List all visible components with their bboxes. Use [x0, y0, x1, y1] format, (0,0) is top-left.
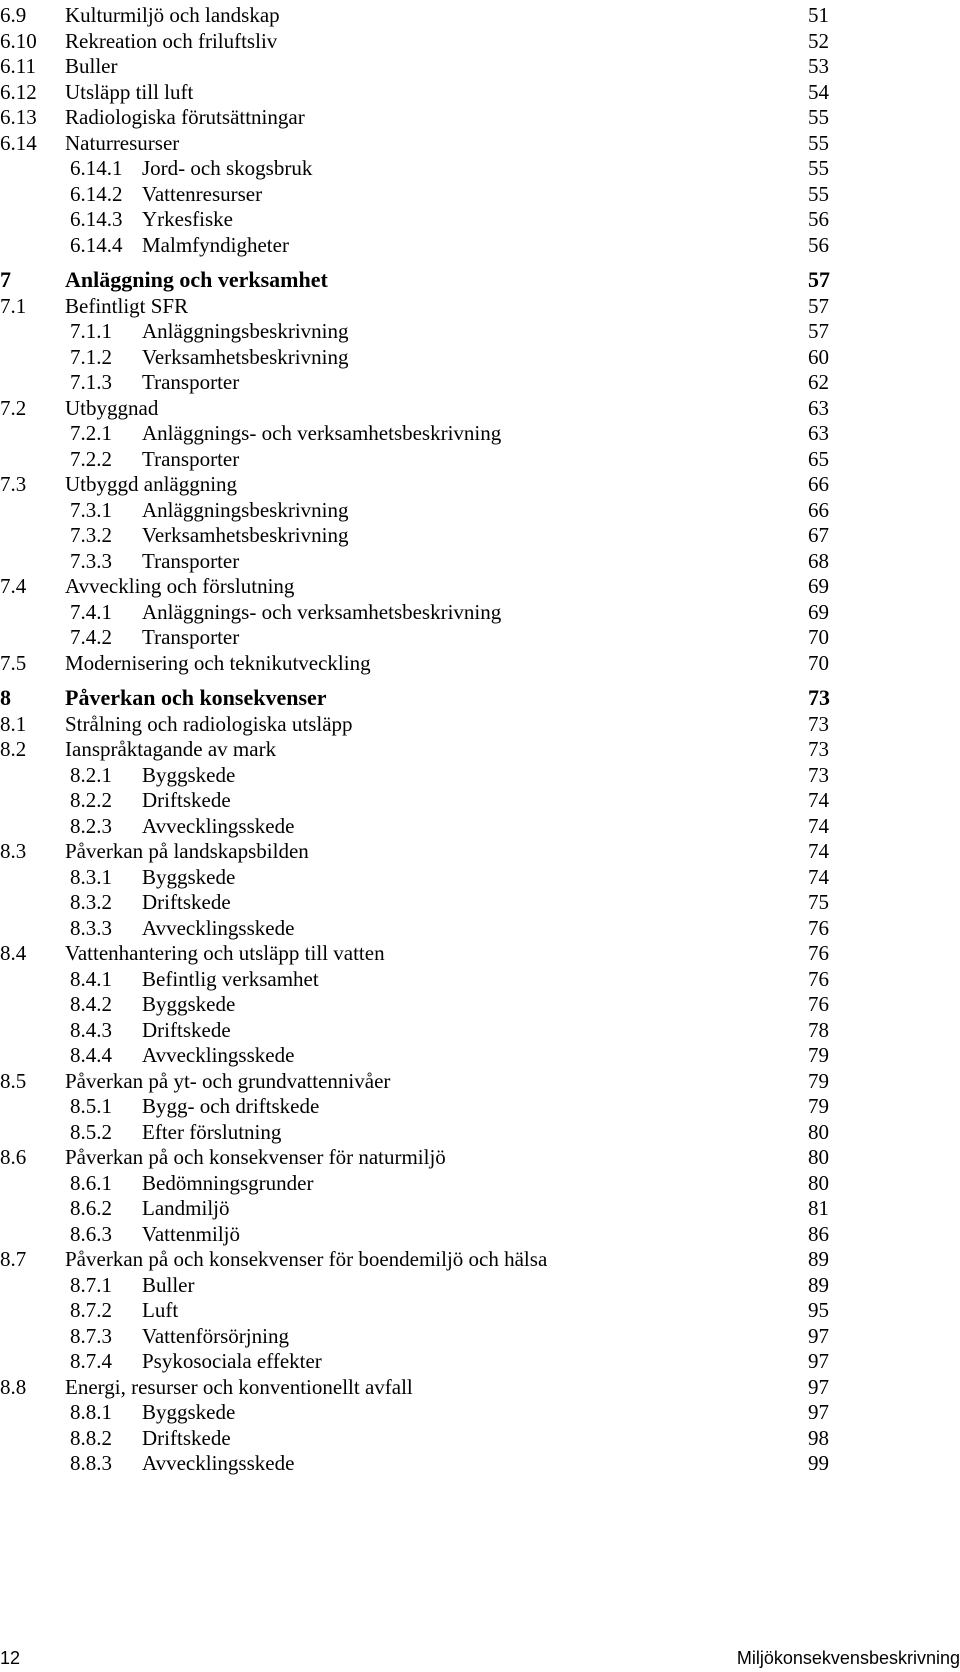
toc-entry-number: 8.3	[0, 839, 27, 863]
toc-entry-number: 8.2.2	[70, 788, 112, 812]
toc-entry-title: Verksamhetsbeskrivning	[142, 523, 349, 547]
toc-entry-title: Vattenförsörjning	[142, 1324, 289, 1348]
toc-entry-number: 8.4.3	[70, 1018, 112, 1042]
toc-entry-title: Vattenmiljö	[142, 1222, 240, 1246]
toc-entry-page: 89	[808, 1247, 829, 1271]
toc-entry-title: Anläggnings- och verksamhetsbeskrivning	[142, 600, 502, 624]
toc-entry-number: 7.1.2	[70, 345, 112, 369]
toc-entry	[0, 624, 960, 650]
toc-entry-title: Driftskede	[142, 1426, 231, 1450]
toc-entry-title: Transporter	[142, 370, 240, 394]
toc-entry-number: 8.8.1	[70, 1400, 112, 1424]
toc-entry-title: Byggskede	[142, 1400, 236, 1424]
toc-entry-number: 8.7.1	[70, 1273, 112, 1297]
toc-entry-number: 8.8.3	[70, 1451, 112, 1475]
toc-entry-number: 8.7	[0, 1247, 27, 1271]
toc-entry	[0, 838, 960, 864]
toc-entry-number: 8.7.3	[70, 1324, 112, 1348]
toc-entry-page: 98	[808, 1426, 829, 1450]
toc-entry-page: 57	[808, 267, 830, 292]
toc-entry	[0, 28, 960, 54]
toc-entry	[0, 181, 960, 207]
toc-entry-page: 66	[808, 472, 829, 496]
toc-entry-title: Kulturmiljö och landskap	[65, 3, 280, 27]
toc-entry-title: Påverkan och konsekvenser	[65, 685, 327, 710]
toc-entry-page: 63	[808, 396, 829, 420]
toc-entry-number: 8.2.1	[70, 763, 112, 787]
toc-entry	[0, 1348, 960, 1374]
toc-entry-page: 97	[808, 1349, 829, 1373]
toc-entry-title: Luft	[142, 1298, 179, 1322]
toc-entry-number: 8	[0, 685, 11, 710]
toc-entry-title: Verksamhetsbeskrivning	[142, 345, 349, 369]
toc-entry-page: 76	[808, 967, 829, 991]
toc-entry-title: Avvecklingsskede	[142, 916, 295, 940]
toc-entry-page: 81	[808, 1196, 829, 1220]
toc-entry-title: Anläggning och verksamhet	[65, 267, 328, 292]
toc-entry-page: 70	[808, 625, 829, 649]
toc-entry-title: Strålning och radiologiska utsläpp	[65, 712, 353, 736]
toc-entry-number: 8.3.1	[70, 865, 112, 889]
toc-entry-page: 97	[808, 1400, 829, 1424]
toc-entry-page: 97	[808, 1375, 829, 1399]
toc-entry-page: 57	[808, 294, 829, 318]
toc-entry	[0, 1272, 960, 1298]
toc-entry-number: 6.10	[0, 29, 37, 53]
toc-entry-title: Energi, resurser och konventionellt avfall	[65, 1375, 413, 1399]
toc-entry-title: Transporter	[142, 625, 240, 649]
toc-entry	[0, 573, 960, 599]
toc-entry-title: Driftskede	[142, 890, 231, 914]
toc-entry-title: Anläggningsbeskrivning	[142, 319, 349, 343]
toc-entry-number: 8.5.1	[70, 1094, 112, 1118]
toc-entry	[0, 79, 960, 105]
toc-entry-title: Utbyggd anläggning	[65, 472, 238, 496]
toc-entry-page: 73	[808, 737, 829, 761]
toc-entry	[0, 889, 960, 915]
toc-entry-number: 7.3.2	[70, 523, 112, 547]
toc-entry-page: 69	[808, 600, 829, 624]
toc-entry	[0, 1042, 960, 1068]
toc-entry-page: 78	[808, 1018, 829, 1042]
toc-entry	[0, 471, 960, 497]
toc-entry-title: Påverkan på och konsekvenser för boendemiljö och hälsa	[65, 1247, 548, 1271]
toc-entry-page: 65	[808, 447, 829, 471]
toc-entry-title: Jord- och skogsbruk	[142, 156, 313, 180]
toc-entry	[0, 864, 960, 890]
toc-entry-number: 7	[0, 267, 11, 292]
footer-document-title: Miljökonsekvensbeskrivning	[736, 1648, 960, 1668]
page-footer	[0, 1648, 960, 1670]
toc-entry-page: 80	[808, 1171, 829, 1195]
toc-entry-number: 8.6.3	[70, 1222, 112, 1246]
toc-entry-title: Avvecklingsskede	[142, 1043, 295, 1067]
toc-entry-number: 6.14	[0, 131, 37, 155]
toc-entry-page: 56	[808, 233, 829, 257]
toc-entry-title: Vattenresurser	[142, 182, 263, 206]
toc-entry-number: 7.3	[0, 472, 27, 496]
toc-entry-number: 8.4.2	[70, 992, 112, 1016]
toc-entry-page: 55	[808, 131, 829, 155]
toc-entry-page: 76	[808, 992, 829, 1016]
toc-entry-page: 73	[808, 712, 829, 736]
toc-entry-page: 54	[808, 80, 829, 104]
toc-entry	[0, 318, 960, 344]
toc-entry-page: 66	[808, 498, 829, 522]
toc-entry-title: Naturresurser	[65, 131, 180, 155]
toc-entry-page: 97	[808, 1324, 829, 1348]
toc-entry-number: 6.14.2	[70, 182, 123, 206]
toc-entry-number: 7.5	[0, 651, 27, 675]
toc-entry-number: 7.1.3	[70, 370, 112, 394]
toc-entry	[0, 1323, 960, 1349]
toc-entry	[0, 206, 960, 232]
toc-entry-title: Befintligt SFR	[65, 294, 189, 318]
toc-entry	[0, 1144, 960, 1170]
toc-entry	[0, 1450, 960, 1476]
toc-entry	[0, 155, 960, 181]
toc-entry-number: 6.13	[0, 105, 37, 129]
toc-entry-page: 74	[808, 788, 829, 812]
toc-entry	[0, 522, 960, 548]
toc-entry-title: Byggskede	[142, 992, 236, 1016]
toc-entry	[0, 940, 960, 966]
toc-entry	[0, 395, 960, 421]
toc-entry-number: 7.1.1	[70, 319, 112, 343]
toc-entry-page: 73	[808, 763, 829, 787]
toc-entry-page: 53	[808, 54, 829, 78]
toc-entry	[0, 548, 960, 574]
toc-entry-number: 8.3.3	[70, 916, 112, 940]
toc-entry-page: 56	[808, 207, 829, 231]
toc-entry-title: Påverkan på och konsekvenser för naturmiljö	[65, 1145, 446, 1169]
toc-entry-title: Radiologiska förutsättningar	[65, 105, 305, 129]
toc-entry-title: Påverkan på yt- och grundvattennivåer	[65, 1069, 391, 1093]
toc-entry-number: 6.14.3	[70, 207, 123, 231]
toc-entry-title: Transporter	[142, 447, 240, 471]
footer-page-number: 12	[0, 1648, 21, 1668]
toc-entry	[0, 420, 960, 446]
toc-entry-page: 76	[808, 941, 829, 965]
toc-entry-title: Anläggningsbeskrivning	[142, 498, 349, 522]
toc-entry	[0, 1093, 960, 1119]
toc-chapter-heading	[0, 685, 960, 711]
toc-chapter-heading	[0, 267, 960, 293]
toc-entry-page: 99	[808, 1451, 829, 1475]
toc-entry	[0, 650, 960, 676]
toc-entry-number: 8.4.4	[70, 1043, 112, 1067]
toc-entry	[0, 293, 960, 319]
toc-entry-number: 7.2.2	[70, 447, 112, 471]
toc-entry-page: 63	[808, 421, 829, 445]
toc-entry-title: Bedömningsgrunder	[142, 1171, 314, 1195]
toc-entry-title: Påverkan på landskapsbilden	[65, 839, 309, 863]
toc-entry-number: 8.6.1	[70, 1171, 112, 1195]
toc-entry-page: 67	[808, 523, 829, 547]
toc-entry-page: 79	[808, 1069, 829, 1093]
toc-entry-number: 8.8	[0, 1375, 27, 1399]
toc-entry-number: 8.7.2	[70, 1298, 112, 1322]
toc-entry-title: Landmiljö	[142, 1196, 230, 1220]
toc-entry	[0, 1246, 960, 1272]
toc-entry-number: 6.11	[0, 54, 36, 78]
toc-entry	[0, 344, 960, 370]
toc-entry-number: 7.4	[0, 574, 27, 598]
toc-entry-title: Bygg- och driftskede	[142, 1094, 320, 1118]
toc-entry-title: Modernisering och teknikutveckling	[65, 651, 371, 675]
toc-entry-title: Yrkesfiske	[142, 207, 233, 231]
toc-entry	[0, 762, 960, 788]
toc-entry-title: Driftskede	[142, 788, 231, 812]
toc-entry-title: Utbyggnad	[65, 396, 159, 420]
toc-entry	[0, 991, 960, 1017]
toc-entry-number: 6.14.1	[70, 156, 123, 180]
toc-entry-page: 52	[808, 29, 829, 53]
toc-entry-number: 8.1	[0, 712, 27, 736]
toc-entry	[0, 446, 960, 472]
toc-entry-title: Transporter	[142, 549, 240, 573]
toc-entry-number: 7.3.1	[70, 498, 112, 522]
toc-entry-number: 6.14.4	[70, 233, 123, 257]
toc-entry-title: Avvecklingsskede	[142, 814, 295, 838]
toc-entry-title: Efter förslutning	[142, 1120, 282, 1144]
toc-entry-title: Anläggnings- och verksamhetsbeskrivning	[142, 421, 502, 445]
toc-entry	[0, 915, 960, 941]
toc-entry-number: 7.3.3	[70, 549, 112, 573]
toc-entry-number: 8.2	[0, 737, 27, 761]
toc-entry	[0, 1399, 960, 1425]
toc-entry-number: 7.1	[0, 294, 27, 318]
toc-entry	[0, 711, 960, 737]
toc-entry	[0, 813, 960, 839]
toc-entry-page: 74	[808, 839, 829, 863]
toc-entry	[0, 1425, 960, 1451]
toc-entry-page: 55	[808, 105, 829, 129]
toc-entry	[0, 1297, 960, 1323]
toc-entry-page: 79	[808, 1094, 829, 1118]
toc-entry-page: 80	[808, 1120, 829, 1144]
toc-entry	[0, 1221, 960, 1247]
toc-entry	[0, 1068, 960, 1094]
toc-entry-page: 76	[808, 916, 829, 940]
toc-entry-page: 74	[808, 814, 829, 838]
toc-entry-number: 8.2.3	[70, 814, 112, 838]
toc-entry-number: 7.4.1	[70, 600, 112, 624]
toc-entry	[0, 130, 960, 156]
toc-entry-title: Malmfyndigheter	[142, 233, 289, 257]
toc-entry-title: Avvecklingsskede	[142, 1451, 295, 1475]
toc-entry-title: Byggskede	[142, 763, 236, 787]
toc-entry	[0, 1170, 960, 1196]
toc-entry-page: 89	[808, 1273, 829, 1297]
toc-entry-page: 86	[808, 1222, 829, 1246]
toc-entry	[0, 1374, 960, 1400]
toc-entry-number: 7.4.2	[70, 625, 112, 649]
toc-entry-number: 6.12	[0, 80, 37, 104]
toc-entry-page: 69	[808, 574, 829, 598]
toc-entry-number: 8.6	[0, 1145, 27, 1169]
toc-entry-number: 7.2.1	[70, 421, 112, 445]
toc-entry-number: 8.8.2	[70, 1426, 112, 1450]
toc-entry-title: Avveckling och förslutning	[65, 574, 295, 598]
toc-entry-number: 8.3.2	[70, 890, 112, 914]
toc-entry-title: Utsläpp till luft	[65, 80, 194, 104]
toc-entry-page: 62	[808, 370, 829, 394]
toc-entry	[0, 599, 960, 625]
toc-entry-title: Ianspråktagande av mark	[65, 737, 277, 761]
toc-entry-number: 8.5.2	[70, 1120, 112, 1144]
toc-entry-page: 75	[808, 890, 829, 914]
toc-entry	[0, 787, 960, 813]
toc-entry	[0, 2, 960, 28]
toc-entry-page: 74	[808, 865, 829, 889]
toc-entry-page: 73	[808, 685, 830, 710]
toc-entry-title: Psykosociala effekter	[142, 1349, 322, 1373]
toc-entry-page: 51	[808, 3, 829, 27]
toc-entry-title: Driftskede	[142, 1018, 231, 1042]
toc-entry	[0, 497, 960, 523]
toc-entry-number: 7.2	[0, 396, 27, 420]
toc-entry-title: Byggskede	[142, 865, 236, 889]
toc-entry	[0, 104, 960, 130]
toc-entry-page: 79	[808, 1043, 829, 1067]
toc-entry	[0, 53, 960, 79]
toc-entry-page: 68	[808, 549, 829, 573]
toc-entry-page: 95	[808, 1298, 829, 1322]
toc-entry	[0, 1017, 960, 1043]
toc-entry	[0, 232, 960, 258]
toc-entry	[0, 1119, 960, 1145]
toc-entry-page: 55	[808, 182, 829, 206]
toc-entry	[0, 369, 960, 395]
toc-entry-title: Buller	[142, 1273, 195, 1297]
toc-entry-number: 8.4	[0, 941, 27, 965]
toc-entry-page: 57	[808, 319, 829, 343]
toc-entry-number: 8.7.4	[70, 1349, 112, 1373]
toc-entry-title: Vattenhantering och utsläpp till vatten	[65, 941, 385, 965]
toc-entry-number: 8.6.2	[70, 1196, 112, 1220]
toc-entry-page: 80	[808, 1145, 829, 1169]
toc-entry-title: Rekreation och friluftsliv	[65, 29, 278, 53]
toc-entry-number: 8.4.1	[70, 967, 112, 991]
toc-entry	[0, 1195, 960, 1221]
toc-entry-number: 8.5	[0, 1069, 27, 1093]
toc-entry-page: 70	[808, 651, 829, 675]
toc-entry-page: 55	[808, 156, 829, 180]
toc-entry	[0, 966, 960, 992]
toc-entry	[0, 736, 960, 762]
toc-entry-number: 6.9	[0, 3, 27, 27]
toc-entry-page: 60	[808, 345, 829, 369]
toc-entry-title: Befintlig verksamhet	[142, 967, 319, 991]
toc-entry-title: Buller	[65, 54, 118, 78]
